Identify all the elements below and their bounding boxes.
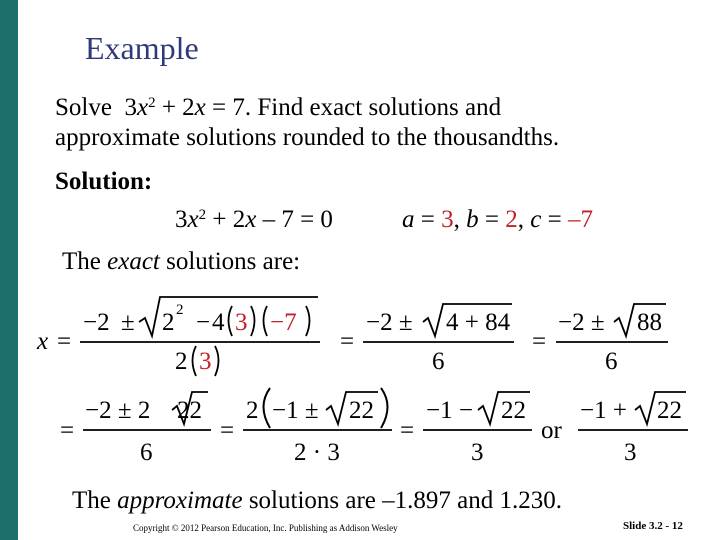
svg-text:6: 6 — [605, 348, 618, 375]
solution-label: Solution: — [55, 168, 153, 195]
denominator-two: 2 — [175, 348, 188, 375]
approximate-solutions-line: The approximate solutions are –1.897 and 1.230. — [72, 487, 562, 514]
svg-text:22: 22 — [657, 397, 682, 424]
svg-text:6: 6 — [140, 439, 153, 466]
or-word: or — [541, 417, 562, 444]
svg-text:22: 22 — [349, 397, 374, 424]
svg-text:−1 ±: −1 ± — [272, 397, 319, 424]
equals-6: = — [400, 417, 415, 444]
svg-text:−1 −: −1 − — [426, 397, 473, 424]
b-term: 2 — [162, 309, 175, 336]
svg-text:3: 3 — [624, 439, 637, 466]
problem-line1-suffix: Find exact solutions and — [257, 94, 502, 121]
svg-text:2 · 3: 2 · 3 — [294, 439, 340, 466]
svg-text:22: 22 — [501, 397, 526, 424]
exact-word: exact — [107, 248, 160, 275]
equals-5: = — [220, 417, 235, 444]
minus-b: −2 — [83, 309, 110, 336]
approximate-word: approximate — [117, 487, 243, 514]
svg-text:88: 88 — [637, 309, 662, 336]
standard-form-equation: $3x^2 + 2x - 7 = 0$ — [175, 206, 333, 233]
svg-text:3: 3 — [471, 439, 484, 466]
copyright-footer: Copyright © 2012 Pearson Education, Inc. Publishing as Addison Wesley — [133, 523, 398, 533]
problem-equation: $3x^2 + 2x = 7$. — [124, 94, 252, 121]
equals-4: = — [60, 417, 75, 444]
svg-text:4 + 84: 4 + 84 — [446, 309, 511, 336]
minus-sign-1: − — [196, 309, 211, 336]
b-exponent: 2 — [176, 302, 184, 318]
x-variable: x — [37, 328, 49, 355]
a-substituted: 3 — [235, 309, 248, 336]
problem-line-2: approximate solutions rounded to the thousandths. — [55, 124, 560, 151]
coef-c: –7 — [567, 206, 593, 233]
a-substituted-den: 3 — [199, 348, 212, 375]
svg-text:−1 +: −1 + — [580, 397, 627, 424]
svg-text:2: 2 — [246, 397, 259, 424]
coef-a: 3 — [441, 206, 454, 233]
equals-3: = — [532, 328, 547, 355]
four-term: 4 — [212, 309, 225, 336]
svg-text:22: 22 — [177, 397, 202, 424]
coefficients: a = 3, b = 2, c = –7 — [402, 206, 593, 233]
c-substituted: −7 — [270, 309, 297, 336]
svg-text:−2 ± 2: −2 ± 2 — [85, 397, 151, 424]
coef-b: 2 — [505, 206, 518, 233]
slide-number: Slide 3.2 - 12 — [623, 520, 683, 532]
equals-1: = — [57, 328, 72, 355]
problem-solve-word: Solve — [55, 94, 112, 121]
svg-text:−2 ±: −2 ± — [558, 309, 605, 336]
pm-1: ± — [121, 309, 135, 336]
slide-title: Example — [85, 30, 199, 66]
svg-text:6: 6 — [432, 348, 445, 375]
equals-2: = — [340, 328, 355, 355]
exact-intro: The exact solutions are: — [62, 248, 301, 275]
svg-text:−2 ±: −2 ± — [366, 309, 413, 336]
